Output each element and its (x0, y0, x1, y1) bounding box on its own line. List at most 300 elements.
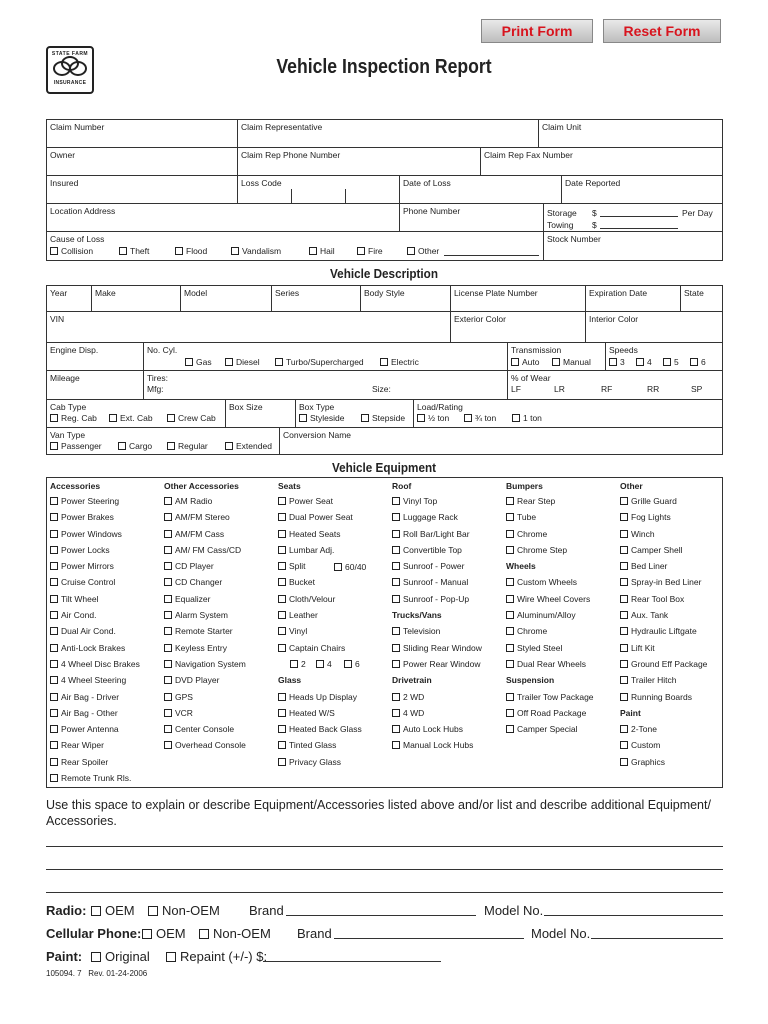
equipment-checkbox[interactable] (392, 558, 482, 574)
checkbox-icon[interactable] (506, 546, 514, 554)
checkbox-icon[interactable] (50, 578, 58, 586)
fuel-diesel-checkbox[interactable]: Diesel (225, 357, 260, 368)
date-of-loss-field[interactable]: Date of Loss (400, 176, 562, 204)
equipment-checkbox[interactable] (506, 607, 594, 623)
equipment-checkbox[interactable] (620, 542, 707, 558)
equipment-checkbox[interactable] (620, 493, 707, 509)
equipment-checkbox[interactable] (506, 493, 594, 509)
equipment-checkbox[interactable] (278, 493, 362, 509)
box-styleside-checkbox[interactable]: Styleside (299, 413, 345, 424)
equipment-checkbox[interactable] (278, 689, 362, 705)
interior-color-field[interactable]: Interior Color (586, 312, 723, 343)
checkbox-icon[interactable] (290, 660, 298, 668)
stock-number-field[interactable]: Stock Number (547, 234, 601, 244)
equipment-label: Rear Wiper (61, 740, 104, 751)
checkbox-icon[interactable] (620, 676, 628, 684)
equipment-checkbox[interactable] (50, 721, 140, 737)
checkbox-icon[interactable] (506, 627, 514, 635)
equipment-checkbox[interactable] (620, 526, 707, 542)
checkbox-icon[interactable] (278, 758, 286, 766)
equipment-checkbox[interactable] (392, 689, 482, 705)
equipment-checkbox[interactable] (620, 737, 707, 753)
fuel-electric-checkbox[interactable]: Electric (380, 357, 419, 368)
series-field[interactable]: Series (272, 286, 361, 312)
equipment-checkbox[interactable] (50, 689, 140, 705)
reset-form-button[interactable]: Reset Form (603, 19, 721, 43)
equipment-checkbox[interactable] (278, 640, 362, 656)
equipment-checkbox[interactable] (50, 591, 140, 607)
checkbox-icon[interactable] (506, 578, 514, 586)
equipment-checkbox[interactable] (50, 623, 140, 639)
equipment-checkbox[interactable] (50, 493, 140, 509)
trans-auto-checkbox[interactable]: Auto (511, 357, 540, 368)
checkbox-icon[interactable] (164, 611, 172, 619)
checkbox-icon[interactable] (50, 725, 58, 733)
equipment-label: Chrome Step (517, 544, 568, 555)
equipment-label: Split (289, 561, 306, 572)
checkbox-icon[interactable] (620, 660, 628, 668)
equipment-checkbox[interactable] (620, 591, 707, 607)
equipment-checkbox[interactable] (506, 689, 594, 705)
checkbox-icon[interactable] (164, 709, 172, 717)
box-size-field[interactable]: Box Size (226, 400, 296, 428)
cell-brand-label: Brand (297, 926, 332, 941)
checkbox-icon[interactable] (50, 741, 58, 749)
equipment-label: Anti-Lock Brakes (61, 642, 126, 653)
radio-oem-checkbox[interactable]: OEM (91, 903, 135, 918)
trans-manual-checkbox[interactable]: Manual (552, 357, 591, 368)
equipment-checkbox[interactable] (506, 526, 594, 542)
checkbox-icon[interactable] (620, 741, 628, 749)
equipment-checkbox[interactable] (50, 509, 140, 525)
equipment-checkbox[interactable] (278, 721, 362, 737)
equipment-checkbox[interactable] (392, 623, 482, 639)
rep-phone-field[interactable]: Claim Rep Phone Number (238, 148, 481, 176)
equipment-checkbox[interactable] (392, 656, 482, 672)
equipment-checkbox[interactable] (506, 705, 594, 721)
equipment-checkbox[interactable] (164, 591, 246, 607)
equipment-label: Manual Lock Hubs (403, 740, 474, 751)
equipment-checkbox[interactable] (278, 542, 362, 558)
explain-line-2[interactable] (46, 869, 723, 870)
equipment-label: Auto Lock Hubs (403, 724, 464, 735)
cell-oem-checkbox[interactable]: OEM (142, 926, 186, 941)
cell-non-oem-checkbox[interactable]: Non-OEM (199, 926, 271, 941)
vin-field[interactable]: VIN (47, 312, 451, 343)
checkbox-icon[interactable] (50, 660, 58, 668)
checkbox-icon[interactable] (164, 595, 172, 603)
equipment-checkbox[interactable] (278, 526, 362, 542)
equipment-checkbox[interactable] (278, 705, 362, 721)
equipment-checkbox[interactable] (50, 574, 140, 590)
equipment-label: Running Boards (631, 691, 692, 702)
checkbox-icon[interactable] (278, 644, 286, 652)
van-regular-checkbox[interactable]: Regular (167, 441, 208, 452)
checkbox-icon[interactable] (620, 562, 628, 570)
equipment-checkbox[interactable] (164, 656, 246, 672)
equipment-checkbox[interactable] (164, 689, 246, 705)
equipment-checkbox[interactable] (392, 493, 482, 509)
checkbox-icon[interactable] (278, 513, 286, 521)
seats-split-60-40-checkbox[interactable]: 60/40 (334, 562, 366, 572)
equipment-checkbox[interactable] (392, 574, 482, 590)
checkbox-icon[interactable] (392, 644, 400, 652)
checkbox-icon[interactable] (392, 627, 400, 635)
state-farm-logo (46, 46, 94, 94)
checkbox-icon[interactable] (620, 530, 628, 538)
equipment-checkbox[interactable] (164, 623, 246, 639)
checkbox-icon[interactable] (392, 741, 400, 749)
body-style-field[interactable]: Body Style (361, 286, 451, 312)
paint-original-checkbox[interactable]: Original (91, 949, 150, 964)
explain-line-1[interactable] (46, 846, 723, 847)
equipment-column (392, 479, 482, 754)
location-field[interactable]: Location Address (47, 204, 400, 232)
checkbox-icon[interactable] (278, 562, 286, 570)
equipment-checkbox[interactable] (50, 542, 140, 558)
checkbox-icon[interactable] (506, 725, 514, 733)
cause-hail-checkbox[interactable]: Hail (309, 246, 335, 257)
mileage-field[interactable]: Mileage (47, 371, 144, 400)
checkbox-icon[interactable] (506, 497, 514, 505)
phone-number-field[interactable]: Phone Number (400, 204, 544, 232)
checkbox-icon[interactable] (278, 595, 286, 603)
equipment-checkbox[interactable] (506, 509, 594, 525)
checkbox-icon[interactable] (506, 513, 514, 521)
equipment-checkbox[interactable] (506, 640, 594, 656)
checkbox-icon[interactable] (164, 546, 172, 554)
equipment-checkbox[interactable] (164, 737, 246, 753)
equipment-checkbox[interactable] (164, 526, 246, 542)
equipment-checkbox[interactable] (278, 754, 362, 770)
speed-3-checkbox[interactable]: 3 (609, 357, 625, 368)
checkbox-icon[interactable] (50, 611, 58, 619)
equipment-checkbox[interactable] (620, 656, 707, 672)
equipment-checkbox[interactable] (278, 509, 362, 525)
model-field[interactable]: Model (181, 286, 272, 312)
equipment-checkbox[interactable] (392, 737, 482, 753)
year-field[interactable]: Year (47, 286, 92, 312)
checkbox-icon[interactable] (620, 546, 628, 554)
equipment-checkbox[interactable] (164, 542, 246, 558)
checkbox-icon[interactable] (50, 676, 58, 684)
equipment-label: CD Changer (175, 577, 223, 588)
equipment-checkbox[interactable] (506, 656, 594, 672)
equipment-checkbox[interactable] (620, 574, 707, 590)
equipment-checkbox[interactable] (164, 705, 246, 721)
checkbox-icon[interactable] (50, 644, 58, 652)
checkbox-icon[interactable] (50, 627, 58, 635)
equipment-label: AM/FM Cass (175, 528, 225, 539)
speed-6-checkbox[interactable]: 6 (690, 357, 706, 368)
checkbox-icon[interactable] (50, 709, 58, 717)
equipment-checkbox[interactable] (278, 607, 362, 623)
equipment-checkbox[interactable] (620, 672, 707, 688)
checkbox-icon[interactable] (392, 725, 400, 733)
checkbox-icon[interactable] (50, 595, 58, 603)
form-footer: 105094. 7 Rev. 01-24-2006 (46, 969, 148, 978)
equipment-label: 2 (301, 658, 306, 669)
speed-4-checkbox[interactable]: 4 (636, 357, 652, 368)
cab-crew-checkbox[interactable]: Crew Cab (167, 413, 216, 424)
equipment-label: Sunroof - Power (403, 561, 465, 572)
equipment-checkbox[interactable] (50, 526, 140, 542)
engine-disp-field[interactable]: Engine Disp. (47, 343, 144, 371)
equipment-label: Camper Shell (631, 544, 683, 555)
checkbox-icon[interactable] (620, 758, 628, 766)
checkbox-icon[interactable] (164, 627, 172, 635)
checkbox-icon[interactable] (506, 595, 514, 603)
exterior-color-field[interactable]: Exterior Color (451, 312, 586, 343)
checkbox-icon[interactable] (620, 578, 628, 586)
cause-collision-checkbox[interactable]: Collision (50, 246, 93, 257)
van-passenger-checkbox[interactable]: Passenger (50, 441, 102, 452)
equipment-checkbox[interactable] (164, 493, 246, 509)
box-stepside-checkbox[interactable]: Stepside (361, 413, 405, 424)
equipment-label: Navigation System (175, 658, 246, 669)
equipment-label: Air Bag - Other (61, 707, 118, 718)
equipment-checkbox[interactable] (506, 574, 594, 590)
equipment-checkbox[interactable] (392, 542, 482, 558)
load-three-quarter-checkbox[interactable]: ¾ ton (464, 413, 496, 424)
checkbox-icon[interactable] (620, 595, 628, 603)
equipment-checkbox[interactable] (50, 656, 140, 672)
equipment-checkbox[interactable] (50, 754, 140, 770)
checkbox-icon[interactable] (278, 693, 286, 701)
captain-chairs-6-checkbox[interactable]: 6 (344, 659, 360, 669)
checkbox-icon[interactable] (620, 627, 628, 635)
equipment-checkbox[interactable] (50, 737, 140, 753)
equipment-label: Bed Liner (631, 561, 668, 572)
van-cargo-checkbox[interactable]: Cargo (118, 441, 152, 452)
checkbox-icon[interactable] (278, 530, 286, 538)
equipment-checkbox[interactable] (278, 737, 362, 753)
equipment-checkbox[interactable] (50, 640, 140, 656)
cause-fire-checkbox[interactable]: Fire (357, 246, 383, 257)
checkbox-icon[interactable] (506, 530, 514, 538)
checkbox-icon[interactable] (392, 513, 400, 521)
explain-line-3[interactable] (46, 892, 723, 893)
checkbox-icon[interactable] (50, 758, 58, 766)
checkbox-icon[interactable] (506, 693, 514, 701)
equipment-checkbox[interactable] (278, 574, 362, 590)
checkbox-icon[interactable] (392, 660, 400, 668)
checkbox-icon[interactable] (164, 530, 172, 538)
cause-vandalism-checkbox[interactable]: Vandalism (231, 246, 281, 257)
checkbox-icon[interactable] (50, 497, 58, 505)
equipment-checkbox[interactable] (620, 721, 707, 737)
captain-chairs-4-checkbox[interactable]: 4 (316, 659, 332, 669)
van-extended-checkbox[interactable]: Extended (225, 441, 272, 452)
speeds-field: Speeds 3 4 5 6 (606, 343, 723, 371)
checkbox-icon[interactable] (506, 660, 514, 668)
equipment-checkbox[interactable] (392, 640, 482, 656)
date-reported-field[interactable]: Date Reported (562, 176, 723, 204)
fuel-gas-checkbox[interactable]: Gas (185, 357, 212, 368)
equipment-checkbox[interactable] (620, 689, 707, 705)
equipment-label: 4 Wheel Steering (61, 675, 127, 686)
equipment-label: CD Player (175, 561, 214, 572)
equipment-label: Bucket (289, 577, 315, 588)
checkbox-icon[interactable] (392, 578, 400, 586)
owner-field[interactable]: Owner (47, 148, 238, 176)
equipment-label: Grille Guard (631, 496, 677, 506)
checkbox-icon[interactable] (50, 530, 58, 538)
equipment-checkbox[interactable] (506, 721, 594, 737)
equipment-checkbox[interactable] (506, 542, 594, 558)
print-form-button[interactable]: Print Form (481, 19, 593, 43)
checkbox-icon[interactable] (620, 725, 628, 733)
cab-reg-checkbox[interactable]: Reg. Cab (50, 413, 97, 424)
checkbox-icon[interactable] (392, 709, 400, 717)
checkbox-icon[interactable] (278, 709, 286, 717)
license-plate-field[interactable]: License Plate Number (451, 286, 586, 312)
equipment-column (50, 479, 140, 786)
equipment-checkbox[interactable] (620, 607, 707, 623)
checkbox-icon[interactable] (392, 562, 400, 570)
checkbox-icon[interactable] (164, 693, 172, 701)
checkbox-icon[interactable] (506, 611, 514, 619)
cause-flood-checkbox[interactable]: Flood (175, 246, 207, 257)
equipment-checkbox[interactable] (50, 607, 140, 623)
checkbox-icon[interactable] (506, 709, 514, 717)
checkbox-icon[interactable] (50, 546, 58, 554)
equipment-checkbox[interactable] (164, 721, 246, 737)
equipment-checkbox[interactable] (620, 640, 707, 656)
paint-repaint-checkbox[interactable]: Repaint (+/-) $: (166, 949, 267, 964)
checkbox-icon[interactable] (392, 595, 400, 603)
checkbox-icon[interactable] (164, 644, 172, 652)
checkbox-icon[interactable] (278, 611, 286, 619)
checkbox-icon[interactable] (278, 627, 286, 635)
checkbox-icon[interactable] (392, 497, 400, 505)
equipment-checkbox[interactable] (50, 672, 140, 688)
equipment-checkbox[interactable] (620, 623, 707, 639)
equipment-checkbox[interactable] (620, 509, 707, 525)
state-field[interactable]: State (681, 286, 723, 312)
checkbox-icon[interactable] (164, 676, 172, 684)
wear-field[interactable]: % of Wear LF LR RF RR SP (508, 371, 723, 400)
equipment-checkbox[interactable] (392, 705, 482, 721)
equipment-checkbox[interactable] (164, 574, 246, 590)
equipment-checkbox[interactable] (164, 558, 246, 574)
rep-fax-field[interactable]: Claim Rep Fax Number (481, 148, 723, 176)
checkbox-icon[interactable] (164, 660, 172, 668)
equipment-label: Cruise Control (61, 577, 116, 588)
checkbox-icon[interactable] (506, 644, 514, 652)
checkbox-icon[interactable] (278, 546, 286, 554)
conversion-name-field[interactable]: Conversion Name (283, 430, 352, 440)
checkbox-icon[interactable] (164, 497, 172, 505)
checkbox-icon[interactable] (620, 497, 628, 505)
equipment-checkbox[interactable] (392, 509, 482, 525)
claim-unit-field[interactable]: Claim Unit (539, 120, 723, 148)
equipment-checkbox[interactable] (164, 509, 246, 525)
equipment-checkbox[interactable] (50, 558, 140, 574)
checkbox-icon[interactable] (164, 562, 172, 570)
paint-repaint-input[interactable] (263, 961, 441, 962)
equipment-label: Privacy Glass (289, 756, 341, 767)
equipment-checkbox[interactable] (392, 721, 482, 737)
radio-non-oem-checkbox[interactable]: Non-OEM (148, 903, 220, 918)
cause-other-checkbox[interactable]: Other (407, 246, 439, 257)
equipment-checkbox[interactable] (620, 558, 707, 574)
equipment-checkbox[interactable] (392, 591, 482, 607)
loss-code-field[interactable]: Loss Code (238, 176, 400, 204)
tires-field[interactable]: Tires: Mfg: Size: (144, 371, 508, 400)
checkbox-icon[interactable] (164, 513, 172, 521)
checkbox-icon[interactable] (392, 546, 400, 554)
equipment-checkbox[interactable] (506, 623, 594, 639)
equipment-group-header: Other Accessories (164, 481, 239, 491)
equipment-label: Styled Steel (517, 642, 563, 653)
claim-rep-field[interactable]: Claim Representative (238, 120, 539, 148)
equipment-group-header: Trucks/Vans (392, 610, 442, 621)
equipment-checkbox[interactable] (164, 672, 246, 688)
checkbox-icon[interactable] (278, 725, 286, 733)
equipment-column (620, 479, 707, 770)
speed-5-checkbox[interactable]: 5 (663, 357, 679, 368)
equipment-label: Fog Lights (631, 512, 671, 523)
cab-ext-checkbox[interactable]: Ext. Cab (109, 413, 153, 424)
load-one-checkbox[interactable]: 1 ton (512, 413, 542, 424)
checkbox-icon[interactable] (278, 578, 286, 586)
radio-brand-input[interactable] (286, 915, 476, 916)
checkbox-icon[interactable] (50, 513, 58, 521)
checkbox-icon[interactable] (278, 497, 286, 505)
equipment-checkbox[interactable] (506, 591, 594, 607)
storage-towing-field[interactable]: Storage $ Per Day Towing $ (544, 204, 723, 232)
equipment-label: Sunroof - Manual (403, 577, 469, 588)
equipment-checkbox[interactable] (392, 526, 482, 542)
checkbox-icon[interactable] (50, 562, 58, 570)
checkbox-icon[interactable] (620, 611, 628, 619)
fuel-turbo-checkbox[interactable]: Turbo/Supercharged (275, 357, 364, 368)
equipment-checkbox[interactable] (620, 754, 707, 770)
cause-theft-checkbox[interactable]: Theft (119, 246, 149, 257)
checkbox-icon[interactable] (164, 725, 172, 733)
checkbox-icon[interactable] (50, 774, 58, 782)
cell-model-input[interactable] (591, 938, 723, 939)
equipment-label: Dual Air Cond. (61, 626, 116, 637)
claim-number-field[interactable]: Claim Number (47, 120, 238, 148)
equipment-checkbox[interactable] (278, 591, 362, 607)
insured-field[interactable]: Insured (47, 176, 238, 204)
equipment-checkbox[interactable] (278, 623, 362, 639)
equipment-checkbox[interactable] (50, 770, 140, 786)
checkbox-icon[interactable] (50, 693, 58, 701)
checkbox-icon[interactable] (620, 644, 628, 652)
cell-brand-input[interactable] (334, 938, 524, 939)
checkbox-icon[interactable] (620, 513, 628, 521)
radio-model-input[interactable] (544, 915, 723, 916)
equipment-checkbox[interactable] (164, 607, 246, 623)
claim-info-grid (46, 119, 723, 261)
checkbox-icon[interactable] (392, 530, 400, 538)
make-field[interactable]: Make (92, 286, 181, 312)
load-half-checkbox[interactable]: ½ ton (417, 413, 449, 424)
equipment-checkbox[interactable] (50, 705, 140, 721)
checkbox-icon[interactable] (164, 578, 172, 586)
checkbox-icon[interactable] (392, 693, 400, 701)
checkbox-icon[interactable] (620, 693, 628, 701)
expiration-date-field[interactable]: Expiration Date (586, 286, 681, 312)
equipment-checkbox[interactable] (164, 640, 246, 656)
checkbox-icon[interactable] (278, 741, 286, 749)
equipment-label: Tube (517, 512, 537, 523)
checkbox-icon[interactable] (164, 741, 172, 749)
equipment-label: Remote Starter (175, 626, 233, 637)
